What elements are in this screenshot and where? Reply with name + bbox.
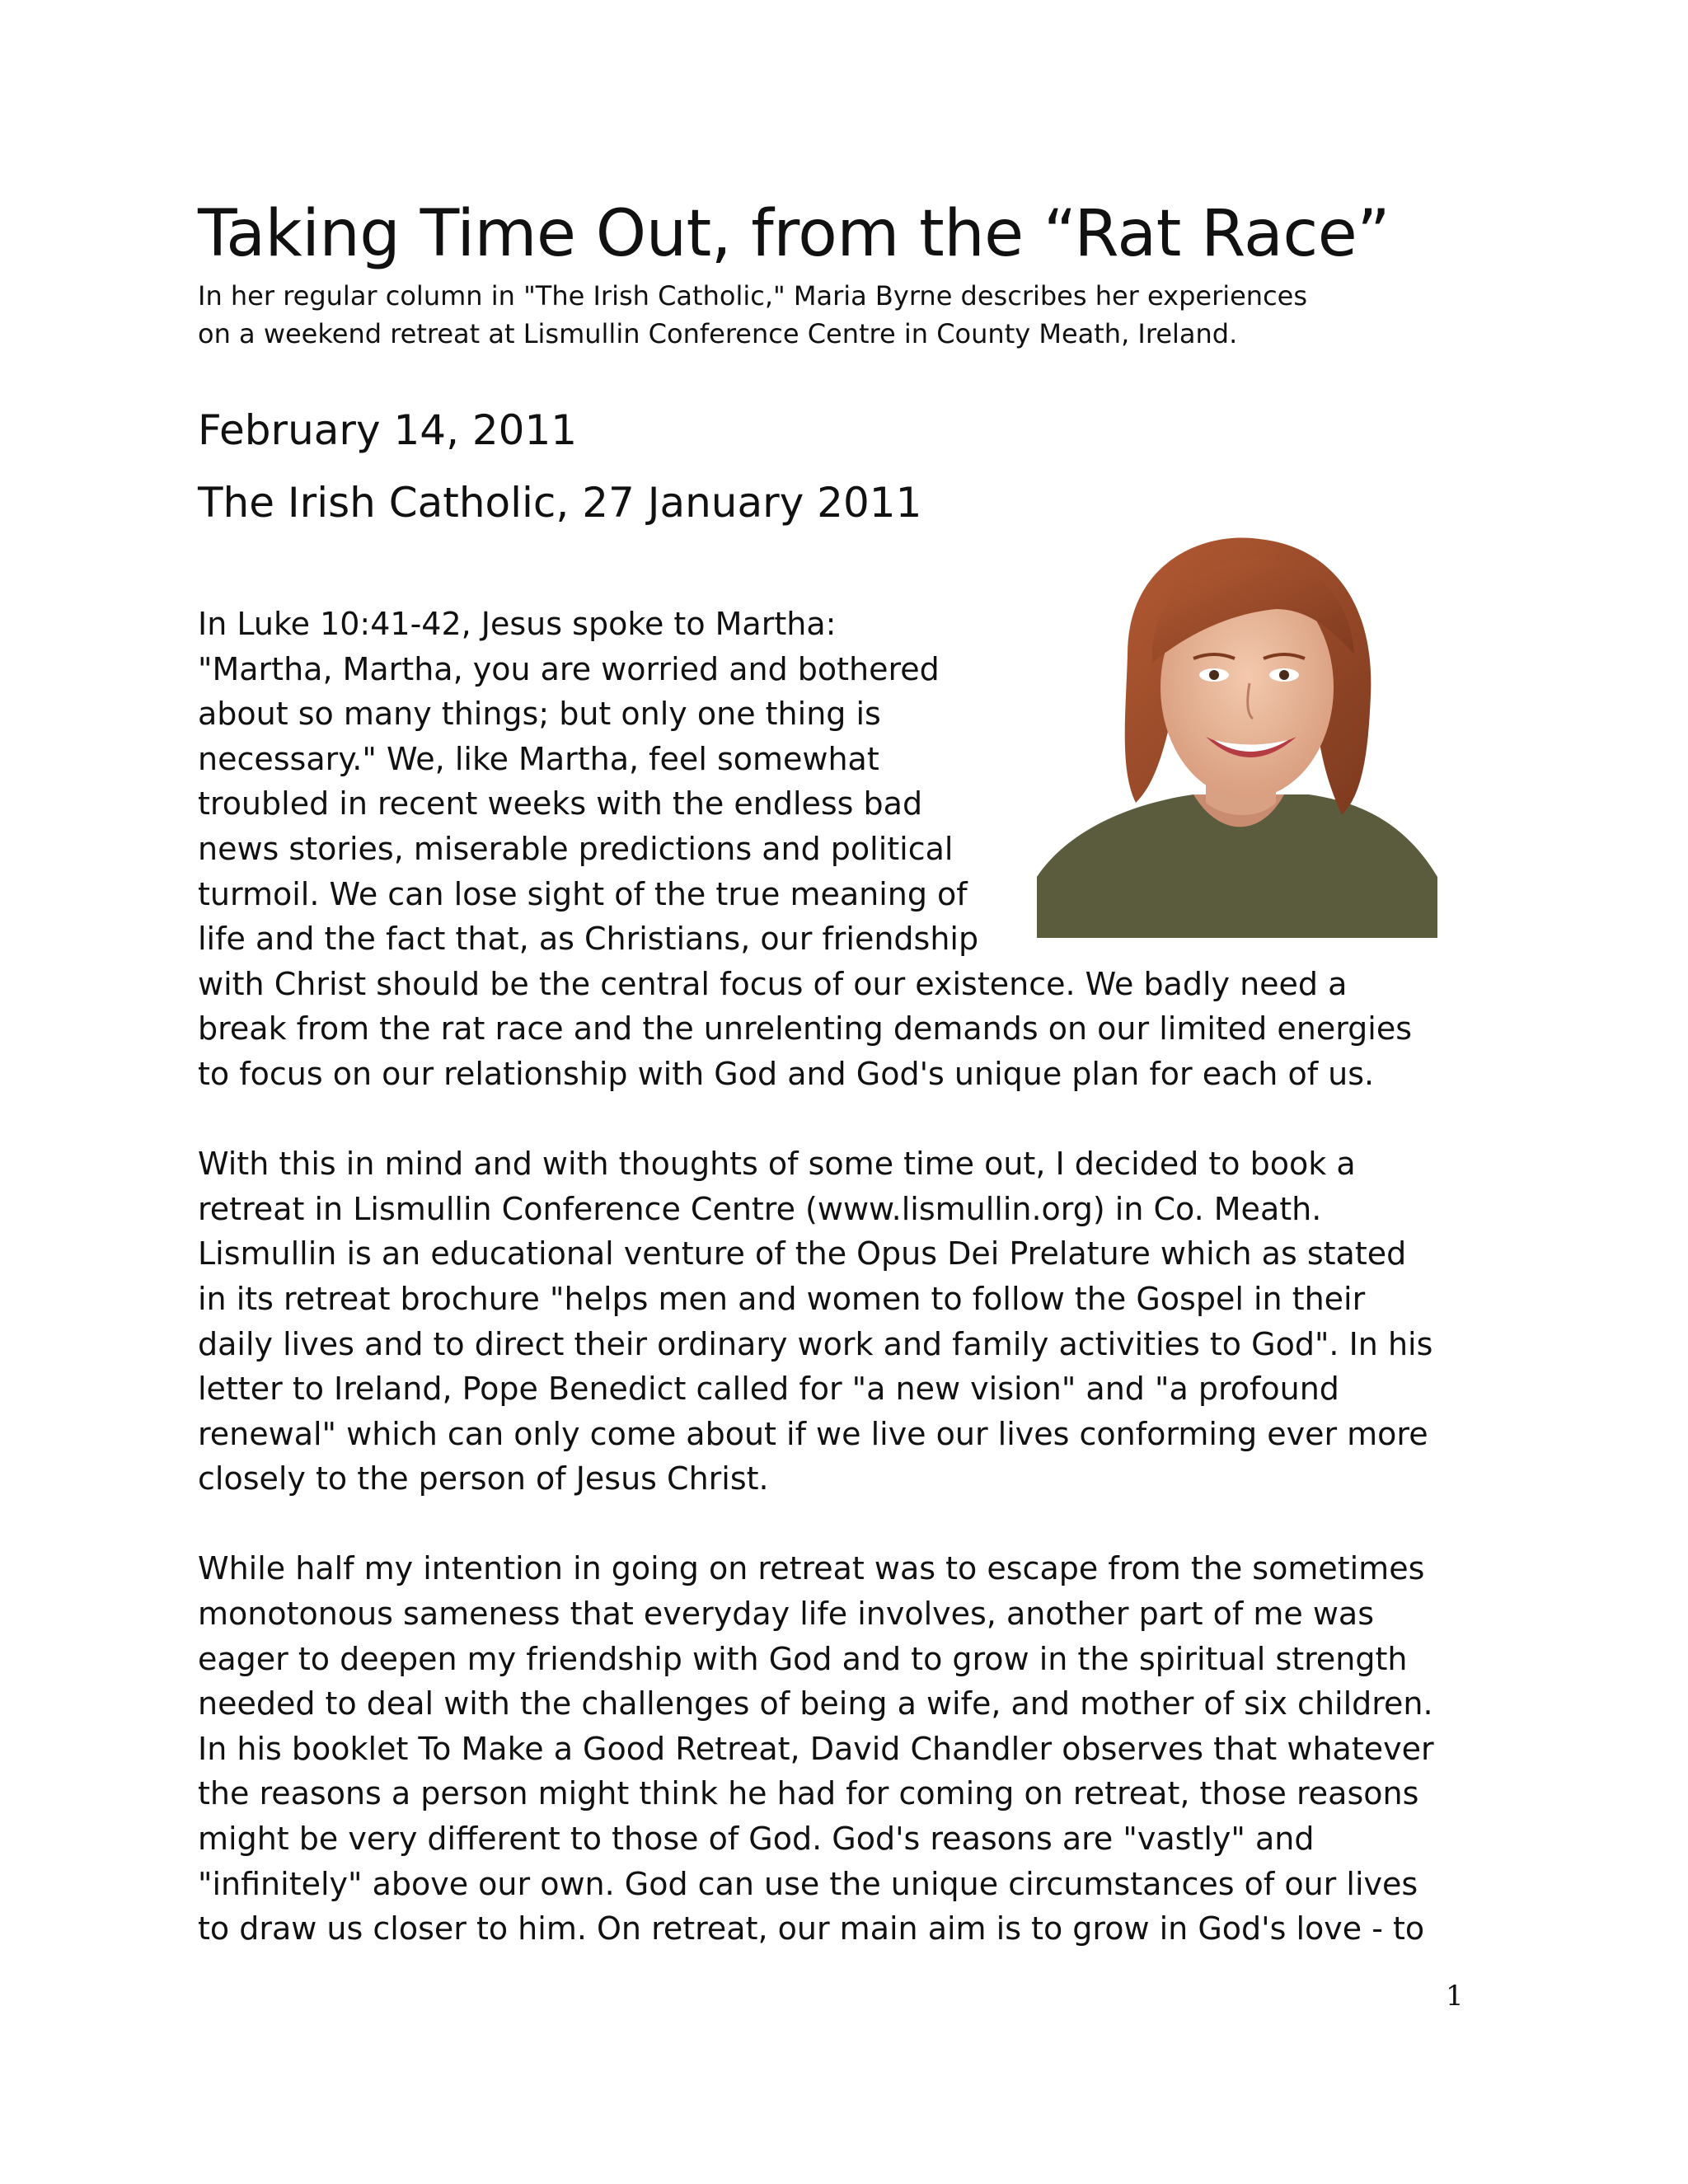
body-line: Lismullin is an educational venture of the Opus Dei Prelature which as stated xyxy=(198,1235,1407,1272)
subtitle-line: on a weekend retreat at Lismullin Conference Centre in County Meath, Ireland. xyxy=(198,318,1238,349)
publish-date: February 14, 2011 xyxy=(198,406,578,454)
body-line: eager to deepen my friendship with God and to grow in the spiritual strength xyxy=(198,1640,1408,1677)
body-line: "infinitely" above our own. God can use the unique circumstances of our lives xyxy=(198,1865,1418,1902)
body-line: closely to the person of Jesus Christ. xyxy=(198,1460,769,1497)
body-line: with Christ should be the central focus of our existence. We badly need a xyxy=(198,965,1348,1002)
article-dateline xyxy=(198,394,921,539)
body-line: "Martha, Martha, you are worried and bothered xyxy=(198,650,940,687)
source-publication-date: The Irish Catholic, 27 January 2011 xyxy=(198,479,922,527)
body-line: monotonous sameness that everyday life involves, another part of me was xyxy=(198,1596,1374,1633)
body-line: necessary." We, like Martha, feel somewhat xyxy=(198,740,879,777)
body-line: life and the fact that, as Christians, our friendship xyxy=(198,921,979,958)
body-line: break from the rat race and the unrelenting demands on our limited energies xyxy=(198,1010,1413,1047)
body-line: daily lives and to direct their ordinary work and family activities to God". In his xyxy=(198,1325,1433,1362)
body-line: to draw us closer to him. On retreat, our main aim is to grow in God's love - to xyxy=(198,1910,1425,1947)
article-title: Taking Time Out, from the “Rat Race” xyxy=(198,197,1390,271)
body-line: the reasons a person might think he had for coming on retreat, those reasons xyxy=(198,1775,1419,1812)
article-body xyxy=(198,602,1517,1952)
body-line: In Luke 10:41-42, Jesus spoke to Martha: xyxy=(198,606,837,642)
body-line: needed to deal with the challenges of being a wife, and mother of six children. xyxy=(198,1685,1433,1722)
body-line: about so many things; but only one thing is xyxy=(198,696,881,733)
body-line: troubled in recent weeks with the endless bad xyxy=(198,785,923,823)
body-line: turmoil. We can lose sight of the true meaning of xyxy=(198,875,968,912)
subtitle-line: In her regular column in "The Irish Catholic," Maria Byrne describes her experiences xyxy=(198,280,1308,312)
body-line: retreat in Lismullin Conference Centre (www.lismullin.org) in Co. Meath. xyxy=(198,1190,1322,1227)
page-number: 1 xyxy=(1446,1980,1464,2013)
body-line: in its retreat brochure "helps men and women to follow the Gospel in their xyxy=(198,1280,1366,1317)
body-line: With this in mind and with thoughts of some time out, I decided to book a xyxy=(198,1146,1356,1183)
body-line: renewal" which can only come about if we live our lives conforming ever more xyxy=(198,1415,1428,1452)
body-line: news stories, miserable predictions and political xyxy=(198,830,954,867)
body-line: letter to Ireland, Pope Benedict called for "a new vision" and "a profound xyxy=(198,1371,1339,1408)
paragraph-gap xyxy=(198,1502,1517,1547)
body-line: might be very different to those of God. God's reasons are "vastly" and xyxy=(198,1821,1315,1858)
article-subtitle xyxy=(198,277,1517,353)
body-line: While half my intention in going on retreat was to escape from the sometimes xyxy=(198,1550,1425,1587)
body-line: In his booklet To Make a Good Retreat, David Chandler observes that whatever xyxy=(198,1730,1434,1767)
paragraph-gap xyxy=(198,1097,1517,1142)
body-line: to focus on our relationship with God and God's unique plan for each of us. xyxy=(198,1055,1375,1092)
